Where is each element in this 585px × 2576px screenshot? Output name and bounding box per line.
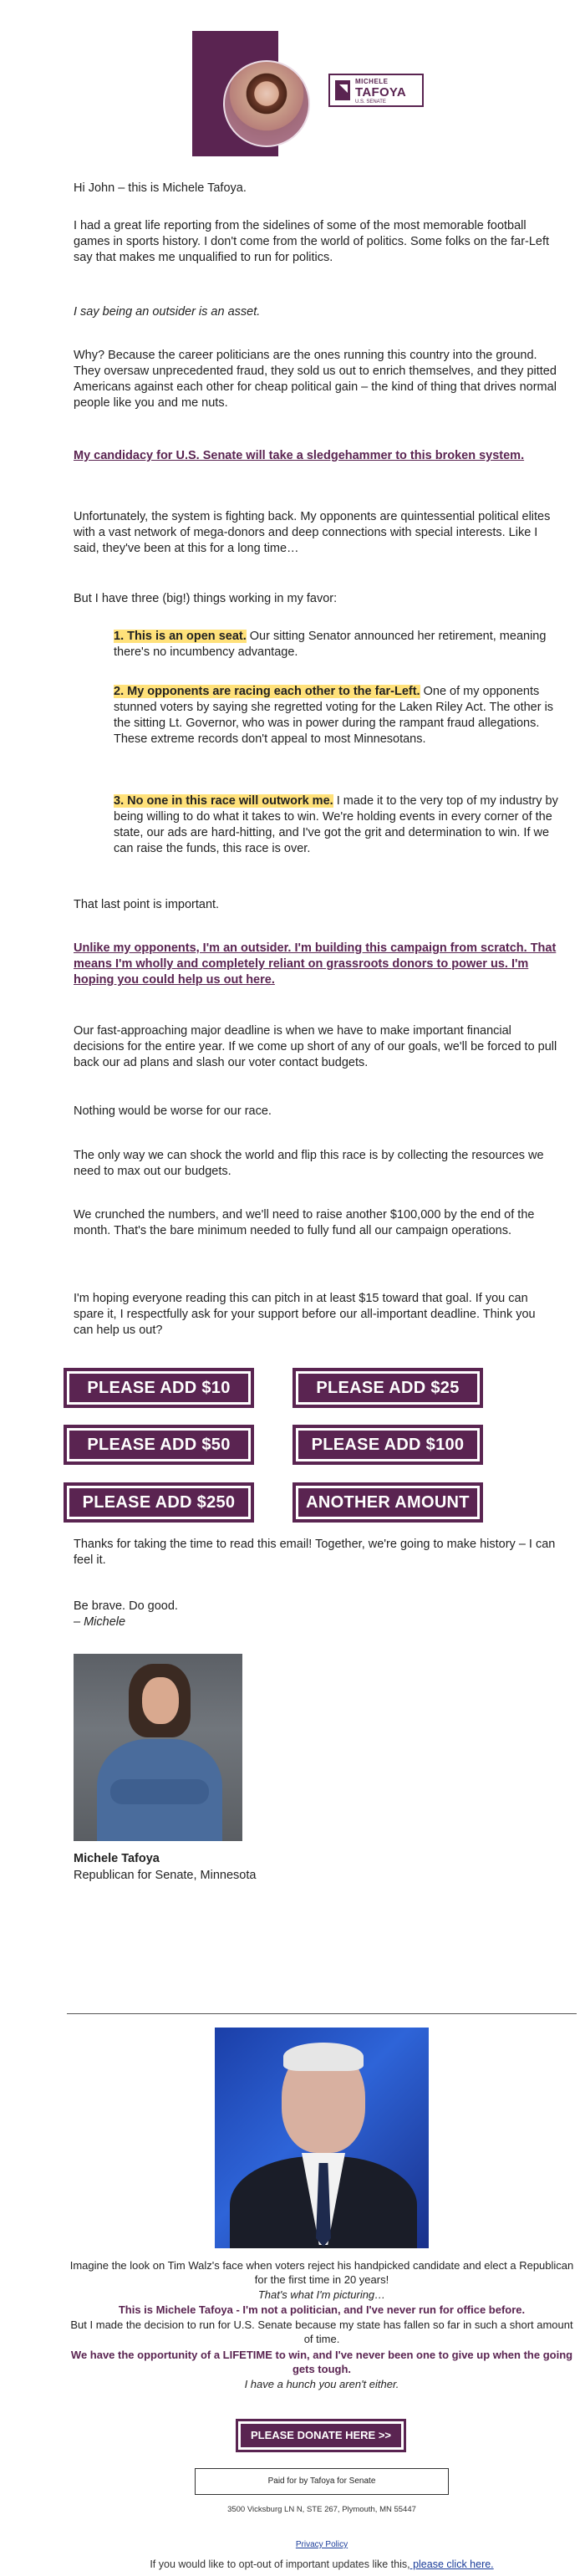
email-container — [25, 0, 574, 2570]
body-paragraph: I had a great life reporting from the sidelines of some of the most memorable football games in sports history. I don't come from the world of politics. Some folks on the far-Left say that makes me unqualified to run for politics. — [74, 219, 550, 264]
campaign-logo — [328, 74, 424, 107]
highlight-text: 1. This is an open seat. — [114, 630, 247, 643]
footer-text: But I made the decision to run for U.S. Senate because my state has fallen so far in such a short amount of time. — [70, 2318, 573, 2345]
footer-text-bold: This is Michele Tafoya - I'm not a politician, and I've never run for office before. — [118, 2303, 526, 2316]
body-paragraph: Why? Because the career politicians are the ones running this country into the ground. They oversaw unprecedented fraud, they sold us out to enrich themselves, and they pitted Americans against each other for cheap political gain – the kind of thing that drives normal people like you and me nuts. — [74, 349, 557, 410]
email-header — [25, 0, 560, 164]
opt-out-notice — [67, 2558, 577, 2570]
donate-100-button[interactable] — [292, 1425, 483, 1465]
donate-25-button[interactable] — [292, 1368, 483, 1408]
mailing-address: 3500 Vicksburg LN N, STE 267, Plymouth, MN 55447 — [227, 2505, 416, 2514]
list-item — [114, 629, 558, 661]
body-paragraph: I'm hoping everyone reading this can pitch in at least $15 toward that goal. If you can spare it, I respectfully ask for your support before our all-important deadline. Think you can help us out? — [74, 1292, 536, 1337]
button-label: PLEASE ADD $25 — [298, 1374, 477, 1402]
photo-face — [142, 1677, 179, 1724]
body-paragraph: Nothing would be worse for our race. — [74, 1104, 272, 1118]
highlight-text: 2. My opponents are racing each other to the far-Left. — [114, 685, 420, 698]
signoff-name: – Michele — [74, 1615, 126, 1629]
footer-text: That's what I'm picturing… — [257, 2288, 386, 2301]
list-item-text: I made it to the very top of my industry by being willing to do what it takes to win. We're holding events in every corner of the state, our ads are hard-hitting, and I've got the grit and determination to win. If we can raise the funds, this race is over. — [114, 794, 558, 855]
body-paragraph: I say being an outsider is an asset. — [74, 305, 261, 319]
list-item-text: Our sitting Senator announced her retirement, meaning there's no incumbency advantage. — [114, 630, 547, 659]
signature-photo — [74, 1654, 242, 1841]
body-paragraph: But I have three (big!) things working in my favor: — [74, 592, 338, 605]
button-label: PLEASE DONATE HERE >> — [241, 2424, 401, 2447]
donate-10-button[interactable] — [64, 1368, 254, 1408]
body-paragraph: Unfortunately, the system is fighting back. My opponents are quintessential political elites with a vast network of mega-donors and deep connections with special interests. Like I said, they've been at this for a long time… — [74, 510, 551, 555]
donate-50-button[interactable] — [64, 1425, 254, 1465]
greeting: Hi John – this is Michele Tafoya. — [74, 181, 247, 195]
button-label: PLEASE ADD $50 — [69, 1431, 248, 1459]
body-paragraph: Our fast-approaching major deadline is when we have to make important financial decisions for the entire year. If we come up short of any of our goals, we'll be forced to pull back our ad plans and slash our voter contact budgets. — [74, 1024, 557, 1069]
footer-text: Imagine the look on Tim Walz's face when voters reject his handpicked candidate and elect a Republican for the first time in 20 years! — [69, 2259, 574, 2286]
body-paragraph: That last point is important. — [74, 898, 220, 911]
button-label: PLEASE ADD $250 — [69, 1488, 248, 1517]
candidate-portrait — [223, 60, 310, 147]
list-item — [114, 684, 558, 747]
list-item-text: One of my opponents stunned voters by saying she regretted voting for the Laken Riley Act. The other is the sitting Lt. Governor, who was in power during the rampant fraud allegations. These extreme records don't appeal to most Minnesotans. — [114, 685, 554, 746]
opt-out-text: If you would like to opt-out of important updates like this, — [150, 2558, 410, 2570]
logo-first-name: MICHELE — [355, 78, 389, 85]
signoff: Be brave. Do good. — [74, 1599, 178, 1613]
body-paragraph: We crunched the numbers, and we'll need to raise another $100,000 by the end of the month. That's the bare minimum needed to fully fund all our campaign operations. — [74, 1208, 535, 1237]
candidacy-link[interactable]: My candidacy for U.S. Senate will take a sledgehammer to this broken system. — [74, 449, 525, 462]
opt-out-link[interactable]: please click here. — [410, 2558, 494, 2570]
donate-250-button[interactable] — [64, 1482, 254, 1523]
button-label: PLEASE ADD $100 — [298, 1431, 477, 1459]
body-paragraph: The only way we can shock the world and flip this race is by collecting the resources we need to max out our budgets. — [74, 1149, 544, 1178]
body-paragraph: Thanks for taking the time to read this email! Together, we're going to make history – I can feel it. — [74, 1538, 556, 1567]
logo-last-name: TAFOYA — [355, 85, 406, 99]
paid-for-box: Paid for by Tafoya for Senate — [195, 2468, 449, 2495]
footer-text-bold: We have the opportunity of a LIFETIME to win, and I've never been one to give up when the going gets tough. — [70, 2349, 573, 2375]
footer-divider — [67, 2013, 577, 2014]
signature-name: Michele Tafoya — [74, 1852, 160, 1865]
button-label: PLEASE ADD $10 — [69, 1374, 248, 1402]
list-item — [114, 793, 558, 857]
footer-photo — [215, 2028, 429, 2248]
logo-mark-icon — [335, 80, 350, 100]
donate-here-button[interactable] — [236, 2419, 406, 2452]
photo-hair — [283, 2043, 364, 2071]
privacy-policy-link[interactable]: Privacy Policy — [295, 2540, 348, 2549]
photo-arms — [110, 1779, 209, 1804]
outsider-link[interactable]: Unlike my opponents, I'm an outsider. I'm building this campaign from scratch. That means I'm wholly and completely reliant on grassroots donors to power us. I'm hoping you could help us out here. — [74, 941, 557, 987]
button-label: ANOTHER AMOUNT — [298, 1488, 477, 1517]
footer-text: I have a hunch you aren't either. — [244, 2378, 399, 2390]
donate-other-amount-button[interactable] — [292, 1482, 483, 1523]
logo-subtitle: U.S. SENATE — [355, 99, 386, 105]
highlight-text: 3. No one in this race will outwork me. — [114, 794, 333, 808]
signature-title: Republican for Senate, Minnesota — [74, 1869, 257, 1882]
